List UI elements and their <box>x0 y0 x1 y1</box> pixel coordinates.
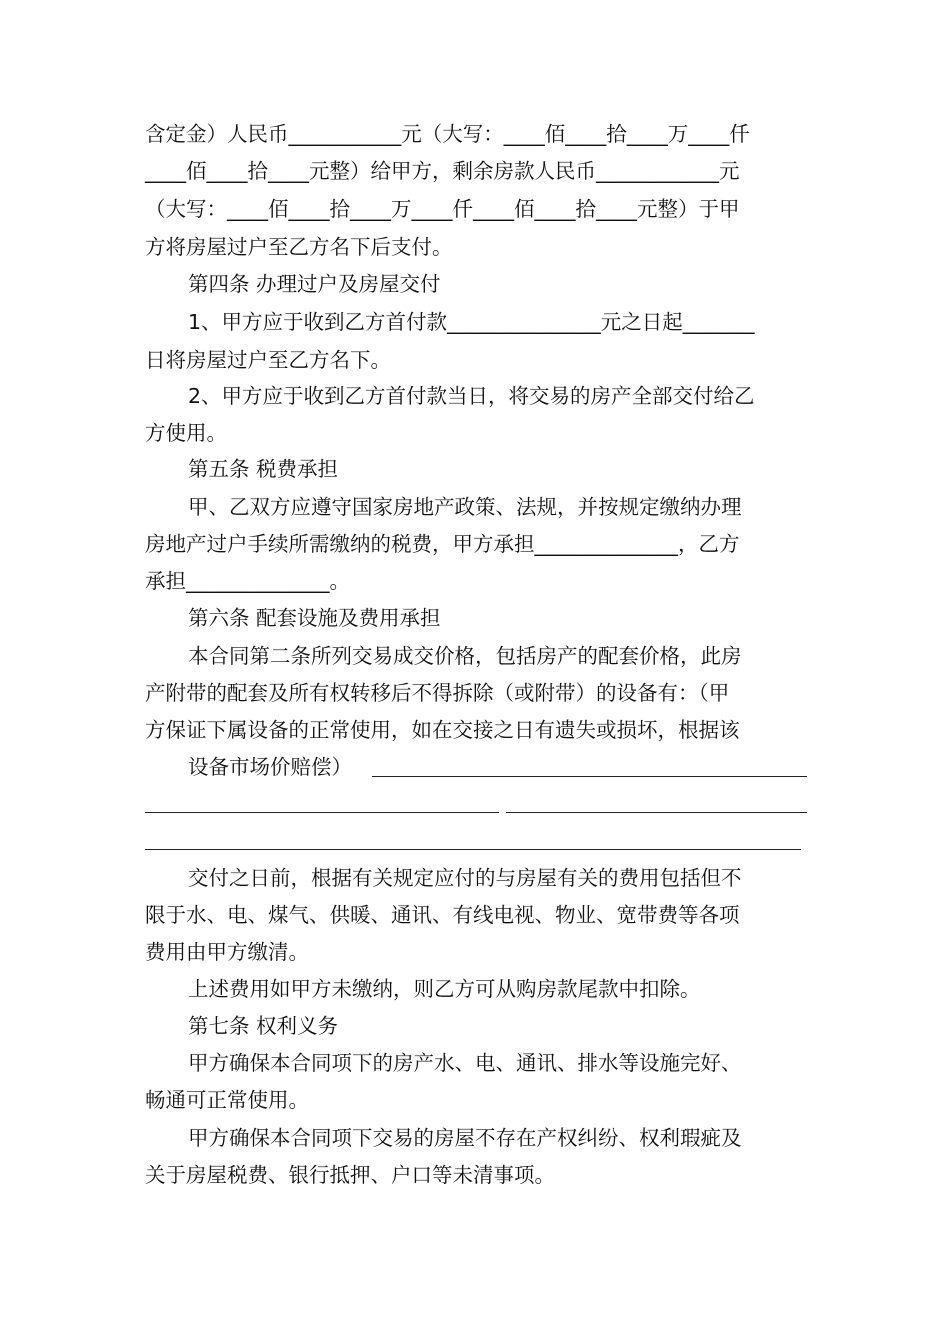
paragraph-line: 限于水、电、煤气、供暖、通讯、有线电视、物业、宽带费等各项 <box>145 903 740 927</box>
paragraph-line: 房地产过户手续所需缴纳的税费，甲方承担______________，乙方 <box>145 532 740 556</box>
paragraph-line: 甲方确保本合同项下的房产水、电、通讯、排水等设施完好、 <box>188 1051 742 1075</box>
section-heading: 第七条 权利义务 <box>188 1014 339 1038</box>
paragraph-line: 方将房屋过户至乙方名下后支付。 <box>145 235 453 259</box>
paragraph-line: 含定金）人民币___________元（大写：____佰____拾____万____仟 <box>145 122 750 146</box>
section-heading: 第六条 配套设施及费用承担 <box>188 606 441 630</box>
section-heading: 第五条 税费承担 <box>188 457 339 481</box>
paragraph-line: 费用由甲方缴清。 <box>145 940 309 964</box>
paragraph-line: 方保证下属设备的正常使用，如在交接之日有遗失或损坏，根据该 <box>145 718 740 742</box>
paragraph-line: 本合同第二条所列交易成交价格，包括房产的配套价格，此房 <box>188 644 742 668</box>
paragraph-line: 关于房屋税费、银行抵押、户口等未清事项。 <box>145 1163 555 1187</box>
fill-in-blank <box>145 849 801 850</box>
paragraph-line: ____佰____拾____元整）给甲方，剩余房款人民币____________元 <box>145 159 740 183</box>
paragraph-line: 畅通可正常使用。 <box>145 1088 309 1112</box>
fill-in-blank <box>372 776 807 777</box>
paragraph-line: 日将房屋过户至乙方名下。 <box>145 348 391 372</box>
paragraph-line: 上述费用如甲方未缴纳，则乙方可从购房款尾款中扣除。 <box>188 977 701 1001</box>
paragraph-line: 甲、乙双方应遵守国家房地产政策、法规，并按规定缴纳办理 <box>188 495 742 519</box>
fill-in-blank <box>145 812 499 813</box>
paragraph-line: 产附带的配套及所有权转移后不得拆除（或附带）的设备有：（甲 <box>145 681 730 705</box>
paragraph-line: 方使用。 <box>145 421 227 445</box>
paragraph-line: 2、甲方应于收到乙方首付款当日，将交易的房产全部交付给乙 <box>188 384 755 408</box>
section-heading: 第四条 办理过户及房屋交付 <box>188 272 441 296</box>
fill-in-blank <box>506 812 807 813</box>
paragraph-line: 设备市场价赔偿） <box>188 755 352 779</box>
paragraph-line: 甲方确保本合同项下交易的房屋不存在产权纠纷、权利瑕疵及 <box>188 1126 742 1150</box>
paragraph-line: （大写：____佰____拾____万____仟____佰____拾____元整）于甲 <box>145 197 740 221</box>
paragraph-line: 承担______________。 <box>145 569 350 593</box>
paragraph-line: 1、甲方应于收到乙方首付款_______________元之日起_______ <box>188 310 755 334</box>
paragraph-line: 交付之日前，根据有关规定应付的与房屋有关的费用包括但不 <box>188 866 742 890</box>
